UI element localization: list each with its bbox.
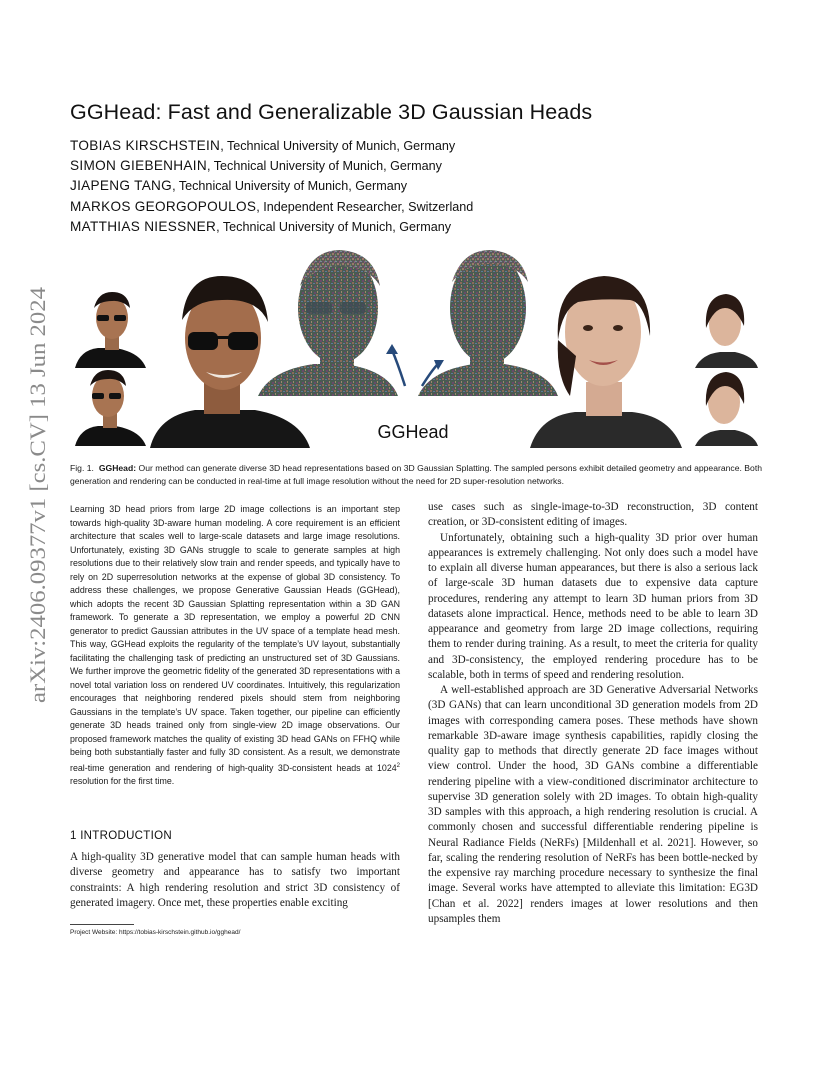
- author-name: MATTHIAS NIESSNER: [70, 218, 217, 234]
- author-affiliation: , Technical University of Munich, Germany: [206, 159, 442, 174]
- small-portrait: [75, 292, 146, 368]
- author-entry: [70, 197, 473, 217]
- small-portrait: [695, 372, 758, 446]
- intro-paragraph: Unfortunately, obtaining such a high-quality 3D prior over human appearances is extremely challenging. Not only does such a model have to explain all diverse human appearances, but there is also a serious lack of large-scale 3D human datasets due to expensive data capture procedures, rendering any attempt to learn 3D human priors from 3D datasets alone impractical. Hence, methods need to be able to learn 3D appearance and geometry from large 2D image collections, requiring them to render during training. As a result, to meet the criteria for quality and 3D-consistency, the employed rendering procedure has to be scalable, both in terms of speed and rendering resolution.: [428, 531, 758, 681]
- author-name: TOBIAS KIRSCHSTEIN: [70, 138, 221, 153]
- author-name: JIAPENG TANG: [70, 178, 173, 194]
- figure-caption: [70, 462, 762, 489]
- paper-title: GGHead: Fast and Generalizable 3D Gaussian Heads: [70, 100, 593, 124]
- author-name: MARKOS GEORGOPOULOS: [70, 198, 257, 214]
- author-affiliation: , Technical University of Munich, Germany: [220, 139, 456, 153]
- arxiv-stamp: [4, 285, 54, 705]
- author-entry: [70, 136, 473, 156]
- author-entry: [70, 156, 473, 176]
- author-list: [70, 136, 473, 237]
- author-affiliation: , Independent Researcher, Switzerland: [256, 199, 474, 214]
- arxiv-id: arXiv:2406.09377v1 [cs.CV] 13 Jun 2024: [25, 324, 50, 703]
- footnote-divider: [70, 924, 134, 925]
- gaussian-head-render: [418, 250, 558, 396]
- abstract-text-end: resolution for the first time.: [70, 775, 175, 786]
- section-heading: 1 INTRODUCTION: [70, 830, 172, 842]
- large-portrait: [150, 276, 310, 448]
- author-affiliation: , Technical University of Munich, Germany: [172, 179, 408, 194]
- caption-prefix: Fig. 1.: [70, 463, 94, 473]
- caption-method-name: GGHead:: [98, 463, 137, 473]
- intro-paragraph: A well-established approach are 3D Generative Adversarial Networks (3D GANs) that can learn unconditional 3D generation models from 2D images with corresponding camera poses. These methods have shown remarkable 3D-aware image synthesis capabilities, rapidly closing the quality gap to methods that directly generate 2D face images without view control. Under the hood, 3D GANs combine a differentiable rendering pipeline with a view-conditioned discriminator architecture to supervise 3D generation solely with 2D images. To obtain high-quality 3D samples with this approach, a high rendering resolution is crucial. A commonly chosen and successful differentiable rendering pipeline is Neural Radiance Fields (NeRFs) [Mildenhall et al. 2021]. However, so far, scaling the rendering resolution of NeRFs has been bottle-necked by the expensive ray marching procedure necessary to synthesize the final image. Several works have attempted to alleviate this limitation: EG3D [Chan et al. 2022] renders images at lower resolutions and then upsamples them: [428, 684, 758, 925]
- author-entry: [70, 217, 473, 237]
- arxiv-sidebar: [4, 285, 54, 705]
- intro-paragraph: A high-quality 3D generative model that can sample human heads with diverse geometry and appearance has to satisfy two important constraints: A high rendering resolution and strict 3D consistency of generated imagery. Once met, these properties enable exciting: [70, 851, 400, 909]
- gaussian-head-render: [258, 250, 398, 396]
- right-column: [428, 500, 758, 927]
- large-portrait: [530, 276, 682, 448]
- small-portrait: [75, 370, 146, 446]
- abstract-text: Learning 3D head priors from large 2D image collections is an important step towards high-quality 3D-aware human modeling. A core requirement is an efficient architecture that scales well to large-scale datasets and large image resolutions. Unfortunately, existing 3D GANs struggle to scale to generate samples at high resolutions due to their relatively slow train and render speeds, and typically have to rely on 2D superresolution networks at the expense of global 3D consistency. To address these challenges, we propose Generative Gaussian Heads (GGHead), which adopts the recent 3D Gaussian Splatting representation within a 3D GAN framework. To generate a 3D representation, we employ a powerful 2D CNN generator to predict Gaussian attributes in the UV space of a template head mesh. This way, GGHead exploits the regularity of the template’s UV layout, substantially facilitating the challenging task of predicting an unstructured set of 3D Gaussians. We further improve the geometric fidelity of the generated 3D representations with a novel total variation loss on rendered UV coordinates. Intuitively, this regularization encourages that neighboring rendered pixels should stem from neighboring Gaussians in the template’s UV space. Taken together, our pipeline can efficiently generate 3D heads trained only from single-view 2D image observations. Our proposed framework matches the quality of existing 3D head GANs on FFHQ while being both substantially faster and fully 3D consistent. As a result, we demonstrate real-time generation and rendering of high-quality 3D-consistent heads at 1024: [70, 504, 400, 773]
- caption-text: Our method can generate diverse 3D head representations based on 3D Gaussian Splatting. The sampled persons exhibit detailed geometry and appearance. Both generation and rendering can be conducted in real-time at full image resolution without the need for 2D super-resolution networks.: [70, 463, 762, 487]
- teaser-figure: [70, 246, 760, 448]
- small-portrait: [695, 294, 758, 368]
- author-affiliation: , Technical University of Munich, Germany: [216, 219, 452, 234]
- teaser-image: [70, 246, 760, 448]
- author-entry: [70, 176, 473, 196]
- intro-paragraph: use cases such as single-image-to-3D reconstruction, 3D content creation, or 3D-consistent editing of images.: [428, 501, 758, 529]
- abstract: [70, 503, 400, 788]
- figure-label: GGHead: [377, 422, 449, 442]
- author-name: SIMON GIEBENHAIN: [70, 158, 207, 174]
- abstract-superscript: 2: [396, 762, 400, 769]
- footnote: Project Website: https://tobias-kirschstein.github.io/gghead/: [70, 929, 241, 936]
